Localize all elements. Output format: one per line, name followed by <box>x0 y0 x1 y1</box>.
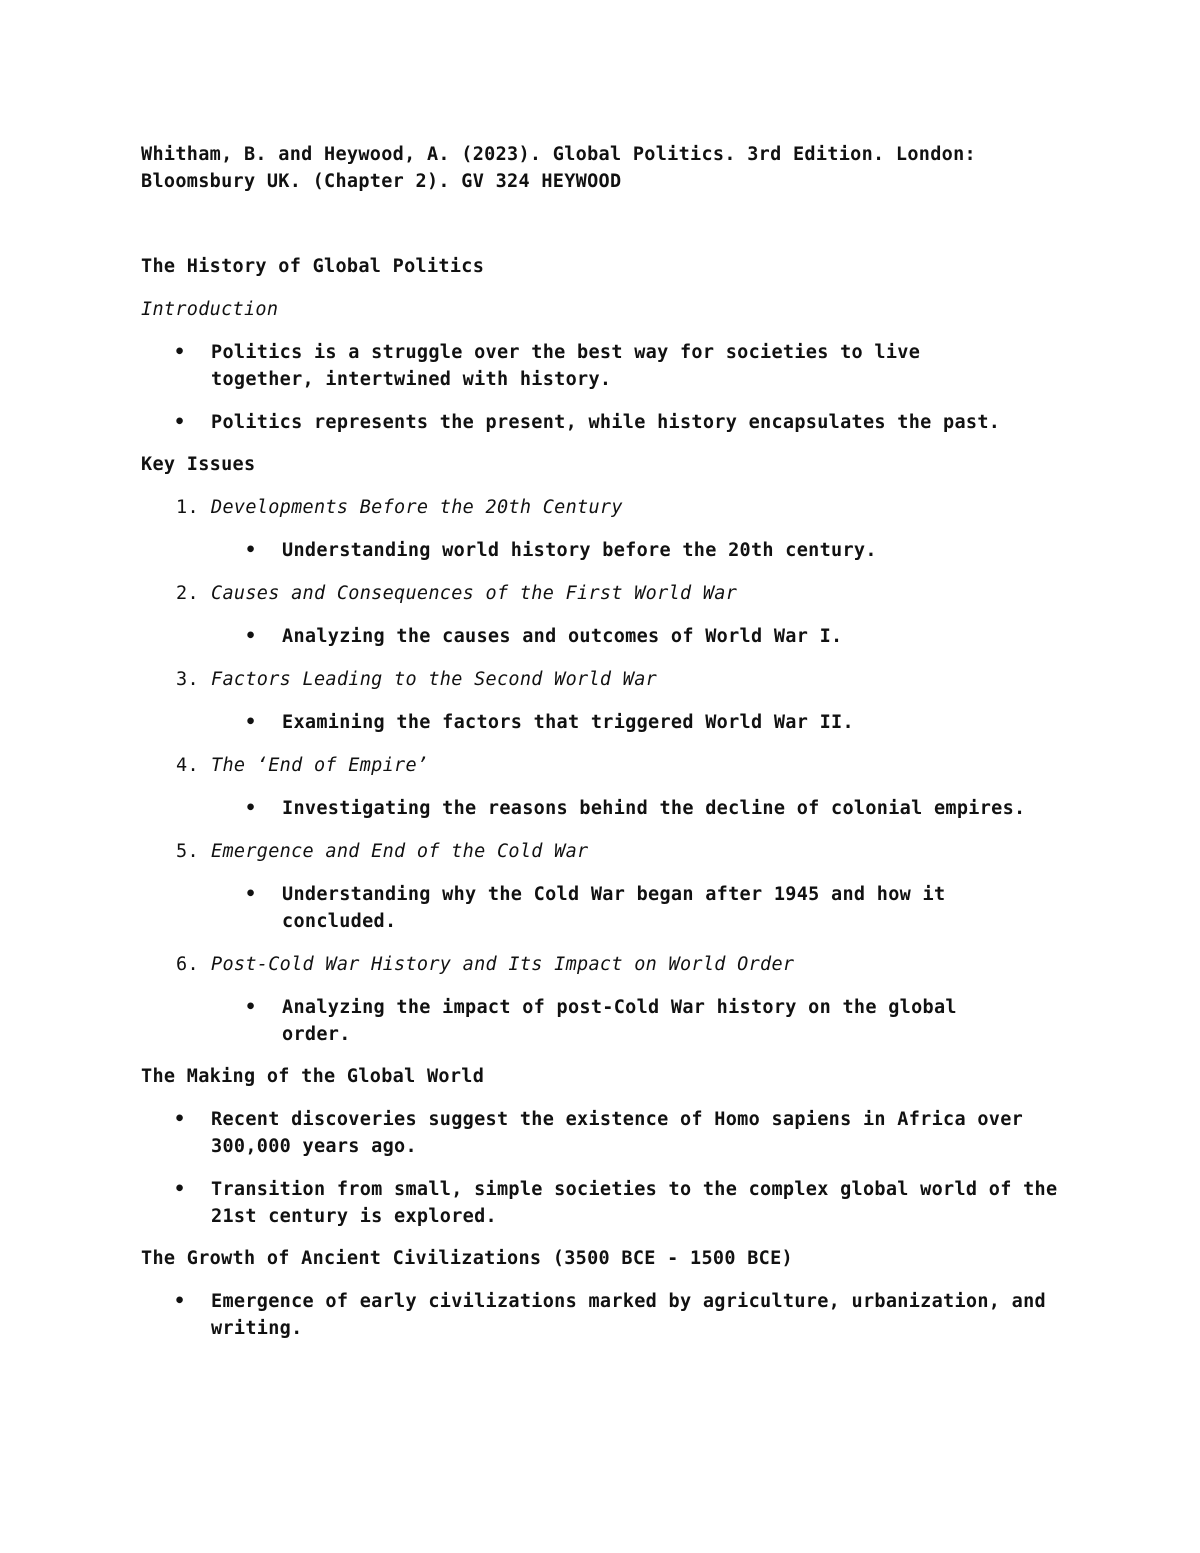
key-issue-title: Factors Leading to the Second World War <box>211 669 658 690</box>
bullet-text: Politics is a struggle over the best way for societies to live together, intertwined with history. <box>211 342 921 390</box>
detail-text: Investigating the reasons behind the decline of colonial empires. <box>282 798 1026 819</box>
ancient-civilizations-bullets <box>141 1288 1071 1342</box>
section-heading-global-world: The Making of the Global World <box>141 1066 485 1087</box>
detail-text: Understanding world history before the 20th century. <box>282 540 877 561</box>
section-heading-key-issues: Key Issues <box>141 454 256 475</box>
bullet-icon: • <box>245 626 257 647</box>
key-issue-title: Developments Before the 20th Century <box>211 497 623 518</box>
section-heading-history: The History of Global Politics <box>141 256 485 277</box>
key-issue-3 <box>141 666 1071 693</box>
detail-text: Analyzing the impact of post-Cold War history on the global order. <box>282 997 957 1045</box>
key-issue-detail <box>141 994 1071 1048</box>
section-heading-ancient-civilizations: The Growth of Ancient Civilizations (3500 BCE - 1500 BCE) <box>141 1248 793 1269</box>
bullet-icon: • <box>245 712 257 733</box>
key-issue-title: Causes and Consequences of the First World War <box>211 583 738 604</box>
bullet-icon: • <box>245 540 257 561</box>
introduction-bullets <box>141 339 1071 436</box>
citation-line-1: Whitham, B. and Heywood, A. (2023). Global Politics. 3rd Edition. London: <box>141 144 976 165</box>
key-issue-number: 4. <box>176 755 199 776</box>
key-issue-6 <box>141 951 1071 978</box>
key-issue-title: Post-Cold War History and Its Impact on World Order <box>211 954 795 975</box>
list-item <box>141 339 1071 393</box>
bullet-text: Emergence of early civilizations marked by agriculture, urbanization, and writing. <box>211 1291 1046 1339</box>
citation <box>141 141 1071 195</box>
bullet-text: Transition from small, simple societies to the complex global world of the 21st century is explored. <box>211 1179 1058 1227</box>
detail-text: Examining the factors that triggered World War II. <box>282 712 854 733</box>
key-issue-4 <box>141 752 1071 779</box>
list-item <box>141 1288 1071 1342</box>
list-item <box>141 1106 1071 1160</box>
bullet-icon: • <box>174 342 186 363</box>
bullet-icon: • <box>174 1179 186 1200</box>
key-issue-title: The ‘End of Empire’ <box>211 755 429 776</box>
bullet-text: Recent discoveries suggest the existence of Homo sapiens in Africa over 300,000 years ago. <box>211 1109 1024 1157</box>
key-issue-detail <box>141 881 1071 935</box>
key-issue-detail <box>141 795 1071 822</box>
bullet-text: Politics represents the present, while history encapsulates the past. <box>211 412 1001 433</box>
bullet-icon: • <box>245 798 257 819</box>
bullet-icon: • <box>174 1109 186 1130</box>
key-issue-number: 3. <box>176 669 199 690</box>
key-issue-number: 1. <box>176 497 199 518</box>
list-item <box>141 1176 1071 1230</box>
key-issue-number: 5. <box>176 841 199 862</box>
detail-text: Understanding why the Cold War began after 1945 and how it concluded. <box>282 884 946 932</box>
key-issue-detail <box>141 537 1071 564</box>
citation-line-2: Bloomsbury UK. (Chapter 2). GV 324 HEYWOOD <box>141 171 622 192</box>
key-issue-2 <box>141 580 1071 607</box>
bullet-icon: • <box>245 884 257 905</box>
key-issue-number: 6. <box>176 954 199 975</box>
key-issue-1 <box>141 494 1071 521</box>
document-content <box>141 141 1071 1342</box>
list-item <box>141 409 1071 436</box>
global-world-bullets <box>141 1106 1071 1230</box>
key-issue-number: 2. <box>176 583 199 604</box>
key-issue-title: Emergence and End of the Cold War <box>211 841 589 862</box>
detail-text: Analyzing the causes and outcomes of World War I. <box>282 626 843 647</box>
key-issue-5 <box>141 838 1071 865</box>
key-issue-detail <box>141 709 1071 736</box>
bullet-icon: • <box>245 997 257 1018</box>
bullet-icon: • <box>174 412 186 433</box>
key-issue-detail <box>141 623 1071 650</box>
introduction-label: Introduction <box>141 299 279 320</box>
bullet-icon: • <box>174 1291 186 1312</box>
key-issues-list <box>141 494 1071 1048</box>
